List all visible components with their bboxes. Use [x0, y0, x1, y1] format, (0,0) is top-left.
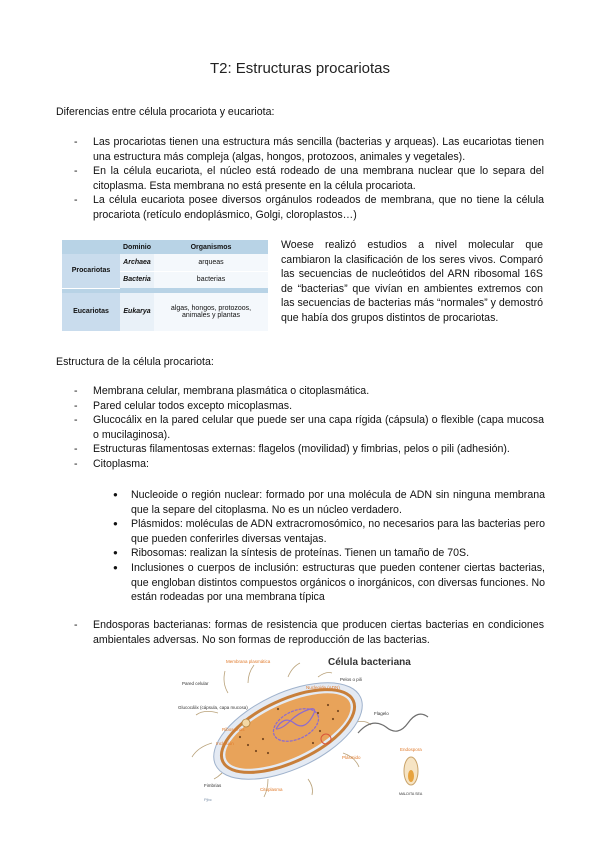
label-endospore-caption: MALDITA SEA: [399, 792, 423, 796]
bacterial-cell-figure: [168, 653, 436, 803]
structure-list: [74, 384, 544, 472]
endospore-list: [74, 618, 544, 647]
label-membrane: Membrana plasmática: [226, 659, 271, 664]
table-label-prokaryotes: Procariotas: [62, 254, 120, 288]
list-item: - La célula eucariota posee diversos orgánulos rodeados de membrana, que no tiene la célula procariota (retículo endoplásmico, Golgi, cloroplastos…): [74, 193, 544, 222]
table-label-eukaryotes: Eucariotas: [62, 293, 120, 331]
flagellum-shape: [358, 714, 428, 733]
inclusion-shape: [242, 719, 250, 727]
label-endospore: Endospora: [400, 747, 422, 752]
list-item: - Membrana celular, membrana plasmática o citoplasmática.: [74, 384, 544, 399]
label-cytoplasm: Citoplasma: [260, 787, 283, 792]
table-cell-organisms: algas, hongos, protozoos, animales y plantas: [154, 293, 268, 331]
list-item: - Glucocálix en la pared celular que puede ser una capa rígida (cápsula) o flexible (capa mucosa o mucilaginosa).: [74, 413, 544, 442]
list-item: ● Ribosomas: realizan la síntesis de proteínas. Tienen un tamaño de 70S.: [113, 546, 545, 561]
table-cell-organisms: arqueas: [154, 254, 268, 271]
page-title: T2: Estructuras procariotas: [209, 60, 391, 77]
table-header-domain: Dominio: [120, 240, 154, 254]
list-item: - Endosporas bacterianas: formas de resistencia que producen ciertas bacterias en condiciones ambientales adversas. No son formas de reproducción de las bacterias.: [74, 618, 544, 647]
table-cell-domain: Bacteria: [120, 271, 154, 288]
figure-title: Célula bacteriana: [328, 657, 411, 668]
woese-paragraph: Woese realizó estudios a nivel molecular que cambiaron la clasificación de los seres vivos. Comparó las secuencias de nucleótidos del ARN ribosomal 16S de “bacterias” que vivían en ambientes extremos con las secuencias de bacterias más “normales” y demostró que había dos grupos distintos de procariotas.: [281, 239, 544, 324]
cytoplasm-list: [113, 488, 545, 605]
list-item: - Citoplasma:: [74, 457, 544, 472]
section2-heading: Estructura de la célula procariota:: [56, 356, 214, 368]
differences-list: [74, 135, 544, 223]
domain-table: [62, 240, 268, 331]
label-fimbriae: Fimbrias: [204, 783, 222, 788]
label-cell-wall: Pared celular: [182, 681, 209, 686]
list-item: ● Nucleoide o región nuclear: formado por una molécula de ADN sin ninguna membrana que la separe del citoplasma. No es un núcleo verdadero.: [113, 488, 545, 517]
table-cell-organisms: bacterias: [154, 271, 268, 288]
label-ribosomes: Ribosomas: [222, 727, 245, 732]
table-header-organisms: Organismos: [154, 240, 268, 254]
list-item: ● Plásmidos: moléculas de ADN extracromosómico, no necesarios para las bacterias pero que pueden conferirles diversas ventajas.: [113, 517, 545, 546]
label-pili: Pelos o pili: [340, 677, 362, 682]
table-cell-domain: Eukarya: [120, 293, 154, 331]
list-item: - Estructuras filamentosas externas: flagelos (movilidad) y fimbrias, pelos o pili (adhesión).: [74, 442, 544, 457]
label-inclusion: Inclusión: [216, 741, 234, 746]
label-flagellum: Flagelo: [374, 711, 389, 716]
label-glycocalyx: Glucocálix (cápsula, capa mucosa): [178, 705, 248, 710]
list-item: - En la célula eucariota, el núcleo está rodeado de una membrana nuclear que lo separa del citoplasma. Esta membrana no está presente en la célula procariota.: [74, 164, 544, 193]
list-item: ● Inclusiones o cuerpos de inclusión: estructuras que pueden contener ciertas bacterias, que engloban distintos compuestos orgánicos o inorgánicos, con diversas funciones. No están rodeadas por una membrana típica: [113, 561, 545, 605]
list-item: - Pared celular todos excepto micoplasmas.: [74, 399, 544, 414]
table-cell-domain: Archaea: [120, 254, 154, 271]
list-item: - Las procariotas tienen una estructura más sencilla (bacterias y arqueas). Las eucariotas tienen una estructura más compleja (algas, hongos, protozoos, animales y vegetales).: [74, 135, 544, 164]
label-plasmid: Plásmido: [342, 755, 361, 760]
label-source: Pjbc: [204, 797, 212, 802]
section1-heading: Diferencias entre célula procariota y eucariota:: [56, 106, 275, 118]
label-nucleoid: Nucleoide (ADN): [306, 685, 340, 690]
